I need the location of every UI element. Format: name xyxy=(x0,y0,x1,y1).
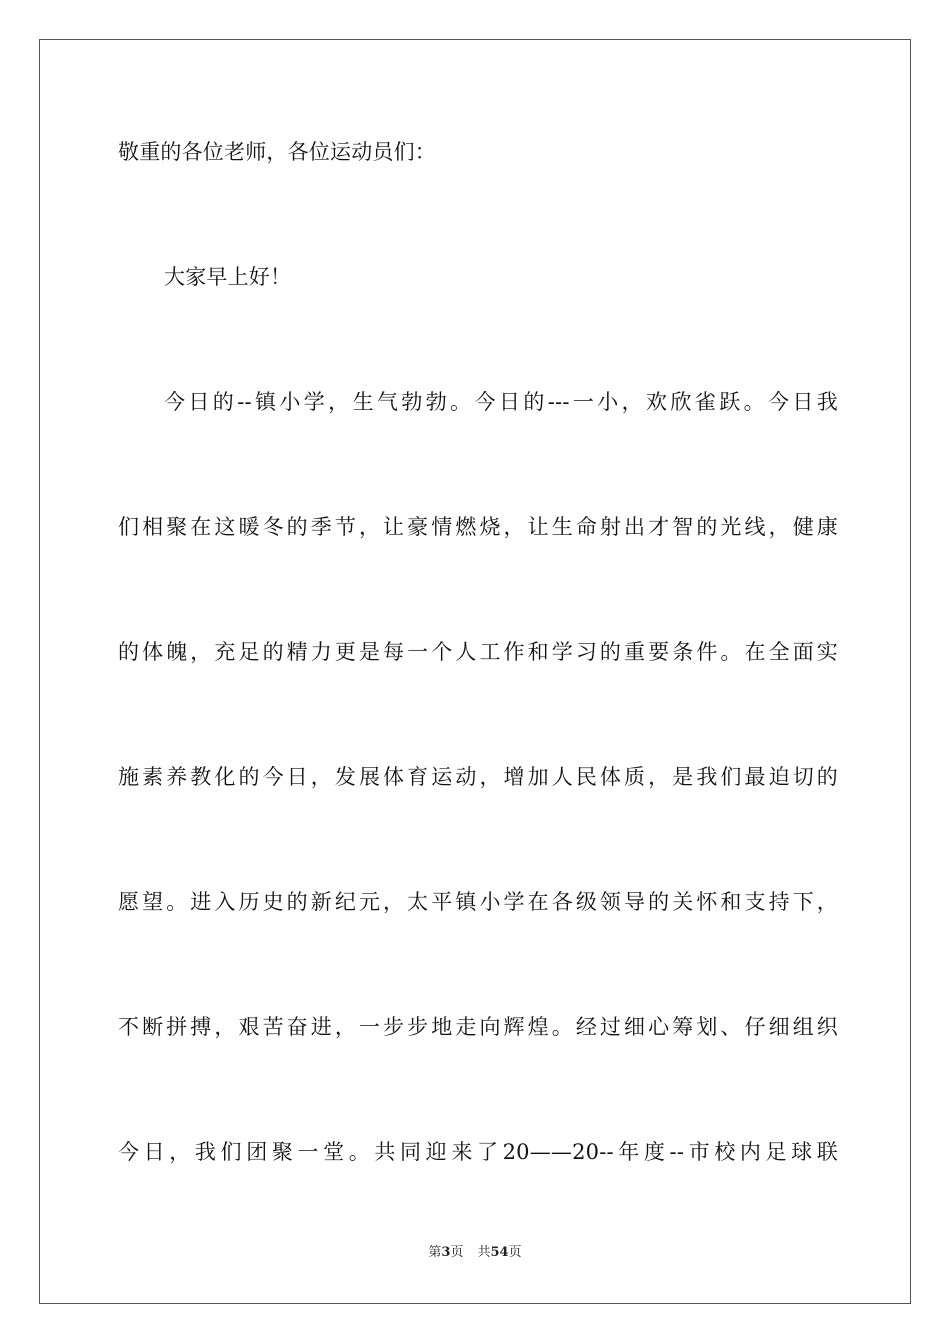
page-footer xyxy=(0,1244,950,1262)
body-line-1: 今日的--镇小学，生气勃勃。今日的---一小，欢欣雀跃。今日我 xyxy=(164,390,838,414)
body-line-4: 施素养教化的今日，发展体育运动，增加人民体质，是我们最迫切的 xyxy=(118,765,838,789)
footer-page-number: 3 xyxy=(441,1245,451,1260)
greeting-line: 大家早上好！ xyxy=(164,265,292,289)
footer-total-prefix: 共 xyxy=(477,1245,491,1260)
body-line-2: 们相聚在这暖冬的季节，让豪情燃烧，让生命射出才智的光线，健康 xyxy=(118,515,838,539)
body-line-7: 今日，我们团聚一堂。共同迎来了20——20--年度--市校内足球联 xyxy=(118,1140,838,1164)
salutation-line: 敬重的各位老师，各位运动员们： xyxy=(118,140,436,164)
body-line-5: 愿望。进入历史的新纪元，太平镇小学在各级领导的关怀和支持下， xyxy=(118,890,838,914)
body-line-3: 的体魄，充足的精力更是每一个人工作和学习的重要条件。在全面实 xyxy=(118,640,838,664)
footer-total-suffix: 页 xyxy=(508,1245,522,1260)
page-border xyxy=(39,39,911,1304)
footer-page-prefix: 第 xyxy=(428,1245,442,1260)
footer-page-suffix: 页 xyxy=(450,1245,464,1260)
footer-total-pages: 54 xyxy=(490,1245,509,1260)
body-line-6: 不断拼搏，艰苦奋进，一步步地走向辉煌。经过细心筹划、仔细组织 xyxy=(118,1015,838,1039)
